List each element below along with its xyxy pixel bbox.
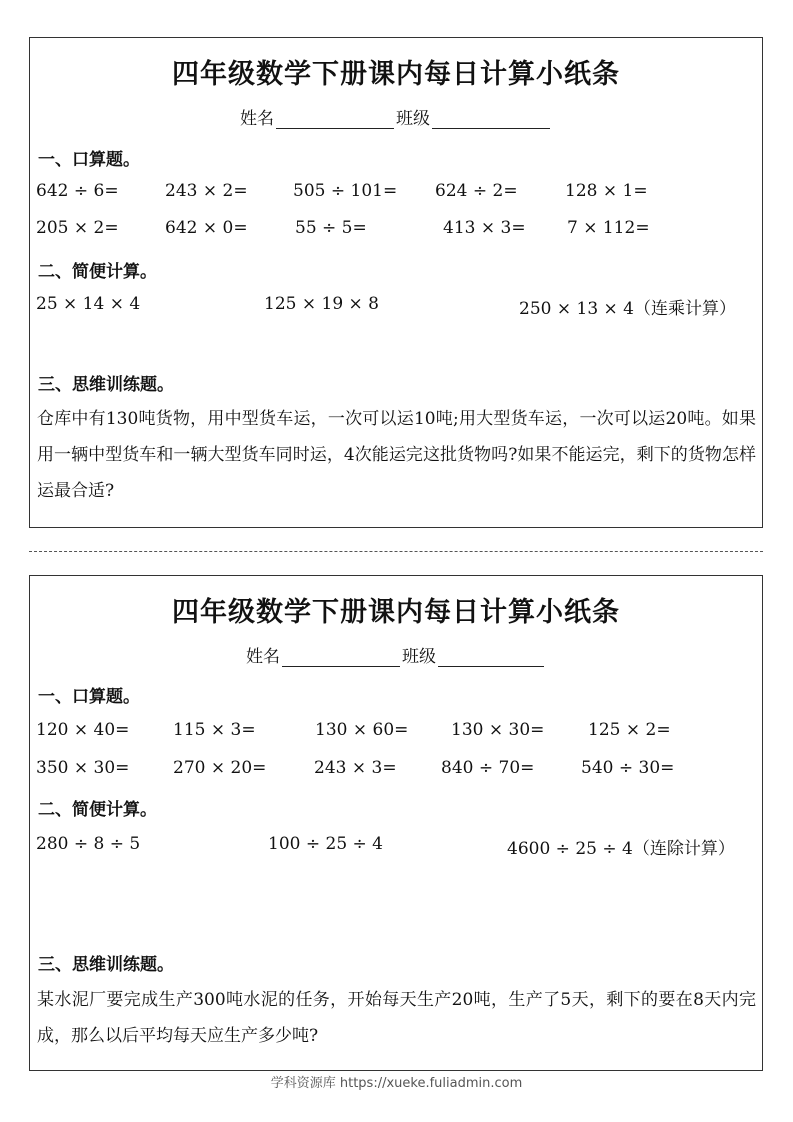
oral-row-2 <box>30 218 762 242</box>
oral-item: 205 × 2= <box>36 218 119 238</box>
oral-row-1 <box>30 720 762 744</box>
simple-item: 125 × 19 × 8 <box>264 294 379 314</box>
simple-item: 250 × 13 × 4（连乘计算） <box>519 299 736 319</box>
thinking-problem: 仓库中有130吨货物，用中型货车运，一次可以运10吨;用大型货车运，一次可以运20吨。如果用一辆中型货车和一辆大型货车同时运，4次能运完这批货物吗?如果不能运完，剩下的货物怎样运最合适? <box>37 409 756 501</box>
section-oral-heading: 一、口算题。 <box>38 150 140 170</box>
oral-item: 115 × 3= <box>173 720 256 740</box>
oral-item: 128 × 1= <box>565 181 648 201</box>
oral-item: 642 × 0= <box>165 218 248 238</box>
section-thinking-heading: 三、思维训练题。 <box>38 955 174 975</box>
card-title: 四年级数学下册课内每日计算小纸条 <box>172 59 620 90</box>
oral-item: 642 ÷ 6= <box>36 181 119 201</box>
simple-item: 280 ÷ 8 ÷ 5 <box>36 834 141 854</box>
class-label: 班级 <box>396 109 430 129</box>
oral-row-1 <box>30 181 762 205</box>
oral-item: 624 ÷ 2= <box>435 181 518 201</box>
simple-item: 25 × 14 × 4 <box>36 294 141 314</box>
footer-source: 学科资源库 https://xueke.fuliadmin.com <box>270 1076 523 1091</box>
oral-item: 120 × 40= <box>36 720 130 740</box>
oral-item: 243 × 3= <box>314 758 397 778</box>
name-class-row <box>30 642 762 667</box>
oral-item: 130 × 60= <box>315 720 409 740</box>
oral-item: 125 × 2= <box>588 720 671 740</box>
section-oral-heading: 一、口算题。 <box>38 687 140 707</box>
oral-item: 130 × 30= <box>451 720 545 740</box>
oral-item: 413 × 3= <box>443 218 526 238</box>
class-label: 班级 <box>402 647 436 667</box>
oral-item: 270 × 20= <box>173 758 267 778</box>
class-field[interactable] <box>432 110 550 129</box>
name-field[interactable] <box>276 110 394 129</box>
oral-item: 840 ÷ 70= <box>441 758 535 778</box>
class-field[interactable] <box>438 648 544 667</box>
simple-item: 100 ÷ 25 ÷ 4 <box>268 834 383 854</box>
worksheet-card-2 <box>29 575 763 1071</box>
thinking-problem: 某水泥厂要完成生产300吨水泥的任务，开始每天生产20吨，生产了5天，剩下的要在8天内完成，那么以后平均每天应生产多少吨? <box>37 990 756 1046</box>
section-simple-heading: 二、简便计算。 <box>38 262 157 282</box>
name-label: 姓名 <box>240 109 274 129</box>
worksheet-card-1 <box>29 37 763 528</box>
oral-item: 505 ÷ 101= <box>293 181 398 201</box>
name-label: 姓名 <box>246 647 280 667</box>
name-field[interactable] <box>282 648 400 667</box>
section-thinking-heading: 三、思维训练题。 <box>38 375 174 395</box>
simple-item: 4600 ÷ 25 ÷ 4（连除计算） <box>507 839 735 859</box>
oral-row-2 <box>30 758 762 782</box>
oral-item: 243 × 2= <box>165 181 248 201</box>
card-title: 四年级数学下册课内每日计算小纸条 <box>172 597 620 628</box>
simple-row <box>30 834 762 858</box>
oral-item: 55 ÷ 5= <box>295 218 367 238</box>
oral-item: 540 ÷ 30= <box>581 758 675 778</box>
simple-row <box>30 294 762 318</box>
name-class-row <box>30 104 762 129</box>
oral-item: 7 × 112= <box>567 218 650 238</box>
section-simple-heading: 二、简便计算。 <box>38 800 157 820</box>
oral-item: 350 × 30= <box>36 758 130 778</box>
cut-line <box>29 551 763 552</box>
